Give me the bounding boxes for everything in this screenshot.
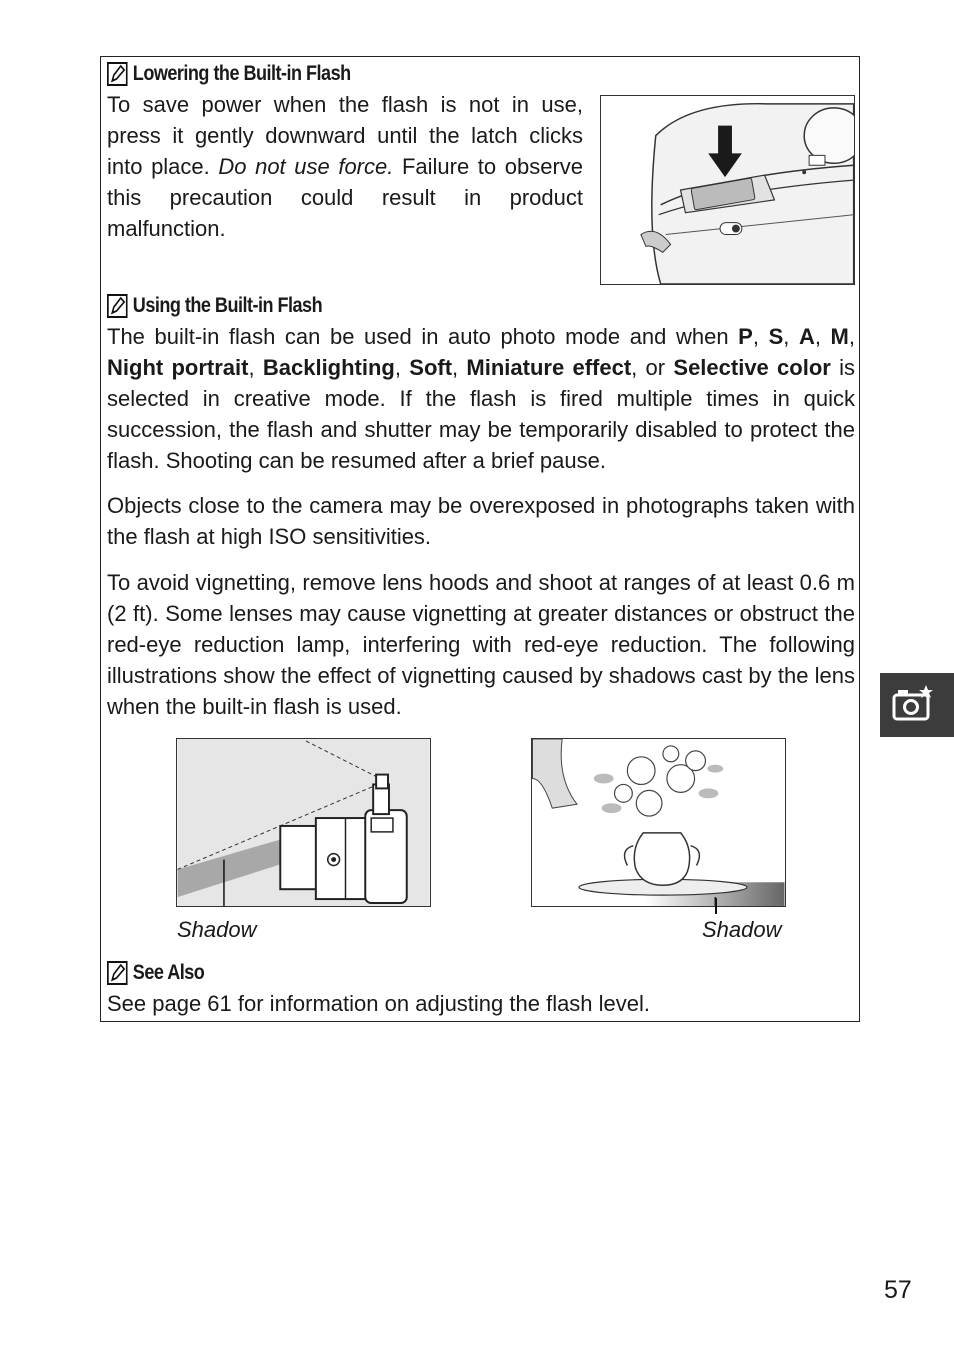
note-heading-lowering — [107, 60, 351, 88]
note-heading-see-also — [107, 959, 204, 987]
camera-flash-illustration — [600, 95, 855, 285]
pencil-note-icon — [107, 961, 128, 985]
see-also-text: See page 61 for information on adjusting the flash level. — [107, 991, 651, 1016]
page-number: 57 — [884, 1276, 912, 1304]
note-title: Lowering the Built-in Flash — [132, 62, 351, 85]
pencil-note-icon — [107, 294, 128, 318]
note-title: Using the Built-in Flash — [132, 294, 323, 317]
shadow-caption-right: Shadow — [702, 917, 782, 942]
shadow-pointer-right — [715, 898, 717, 914]
shadow-caption-left: Shadow — [177, 917, 257, 942]
note-using-paragraph-3: To avoid vignetting, remove lens hoods and shoot at ranges of at least 0.6 m (2 ft). Some lenses may cause vignetting at greater distances or obstruct the red-eye reduction lamp, interfering with red-eye reduction. The following illustrations show the effect of vignetting caused by shadows cast by the lens when the built-in flash is used. — [107, 570, 855, 719]
note-using-paragraph-2: Objects close to the camera may be overexposed in photographs taken with the flash at high ISO sensitivities. — [107, 493, 855, 549]
vignetting-photo-illustration — [531, 738, 786, 907]
camera-shooting-icon — [880, 673, 954, 737]
pencil-note-icon — [107, 62, 128, 86]
chapter-tab — [880, 673, 954, 737]
vignetting-side-illustration — [176, 738, 431, 907]
note-lowering-text: To save power when the flash is not in use, press it gently downward until the latch clicks into place. Do not use force. Failure to observe this precaution could result in product malfunction. — [107, 92, 583, 241]
note-using-paragraph-1: The built-in flash can be used in auto photo mode and when P, S, A, M, Night portrait, Backlighting, Soft, Miniature effect, or Selective color is selected in creative mode. If the flash is fired multiple times in quick succession, the flash and shutter may be temporarily disabled to protect the flash. Shooting can be resumed after a brief pause. — [107, 324, 855, 473]
note-heading-using — [107, 292, 322, 320]
note-title: See Also — [132, 961, 205, 984]
